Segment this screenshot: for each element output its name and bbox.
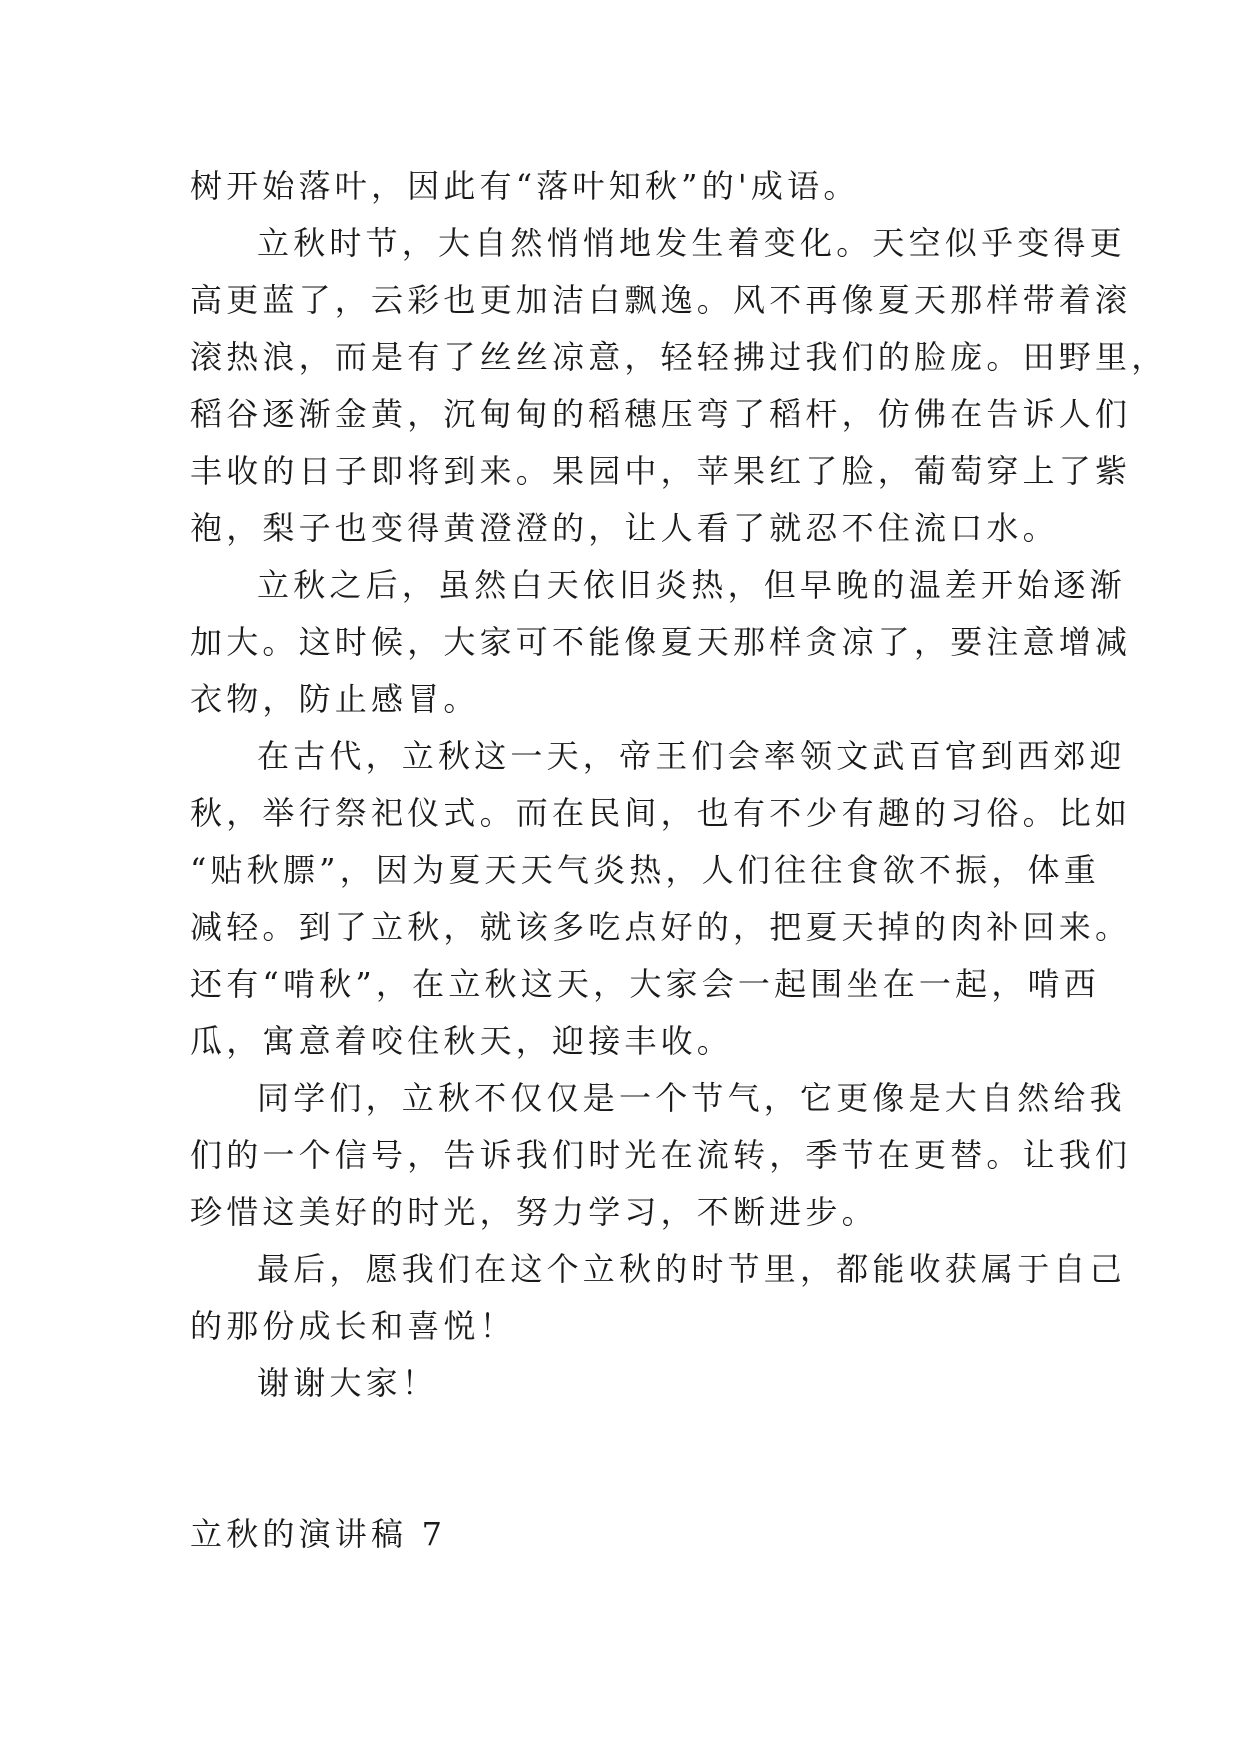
- paragraph-line: 瓜，寓意着咬住秋天，迎接丰收。: [190, 1022, 734, 1060]
- paragraph-line: 树开始落叶，因此有“落叶知秋”的'成语。: [190, 167, 860, 205]
- paragraph-line: 滚热浪，而是有了丝丝凉意，轻轻拂过我们的脸庞。田野里，: [190, 338, 1168, 376]
- paragraph-line: 还有“啃秋”，在立秋这天，大家会一起围坐在一起，啃西: [190, 965, 1100, 1003]
- paragraph-line: 衣物，防止感冒。: [190, 680, 480, 718]
- paragraph-line: “贴秋膘”，因为夏天天气炎热，人们往往食欲不振，体重: [190, 851, 1100, 889]
- section-gap: [190, 1412, 1052, 1506]
- paragraph-line: 珍惜这美好的时光，努力学习，不断进步。: [190, 1193, 878, 1231]
- paragraph-line: 谢谢大家！: [257, 1364, 439, 1402]
- paragraph-line: 丰收的日子即将到来。果园中，苹果红了脸，葡萄穿上了紫: [190, 452, 1132, 490]
- section-heading: 立秋的演讲稿 7: [190, 1515, 447, 1553]
- paragraph-line: 高更蓝了，云彩也更加洁白飘逸。风不再像夏天那样带着滚: [190, 281, 1132, 319]
- paragraph-line: 袍，梨子也变得黄澄澄的，让人看了就忍不住流口水。: [190, 509, 1059, 547]
- paragraph-line: 的那份成长和喜悦！: [190, 1307, 516, 1345]
- paragraph-line: 在古代，立秋这一天，帝王们会率领文武百官到西郊迎: [257, 737, 1126, 775]
- paragraph-line: 立秋时节，大自然悄悄地发生着变化。天空似乎变得更: [257, 224, 1126, 262]
- paragraph-line: 同学们，立秋不仅仅是一个节气，它更像是大自然给我: [257, 1079, 1126, 1117]
- paragraph-line: 减轻。到了立秋，就该多吃点好的，把夏天掉的肉补回来。: [190, 908, 1132, 946]
- paragraph-line: 稻谷逐渐金黄，沉甸甸的稻穗压弯了稻杆，仿佛在告诉人们: [190, 395, 1132, 433]
- paragraph-line: 立秋之后，虽然白天依旧炎热，但早晚的温差开始逐渐: [257, 566, 1126, 604]
- paragraph-line: 秋，举行祭祀仪式。而在民间，也有不少有趣的习俗。比如: [190, 794, 1132, 832]
- paragraph-line: 加大。这时候，大家可不能像夏天那样贪凉了，要注意增减: [190, 623, 1132, 661]
- paragraph-line: 们的一个信号，告诉我们时光在流转，季节在更替。让我们: [190, 1136, 1132, 1174]
- document-page: [190, 158, 1168, 1563]
- paragraph-line: 最后，愿我们在这个立秋的时节里，都能收获属于自己: [257, 1250, 1126, 1288]
